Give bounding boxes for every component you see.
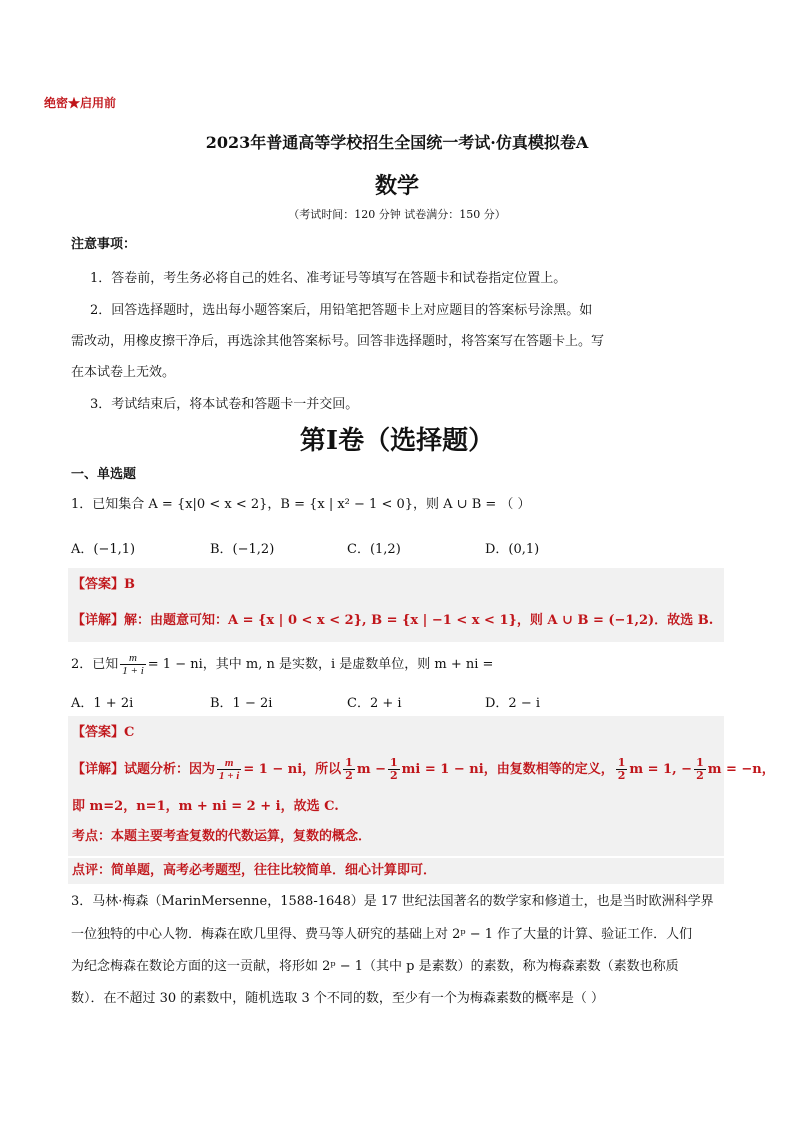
section-title: 第Ⅰ卷（选择题） (299, 426, 495, 456)
q2-half-3-num: 1 (617, 756, 626, 769)
q2-option-a: A．1 + 2i (71, 696, 134, 711)
q2-option-d: D．2 − i (485, 696, 541, 711)
q2-option-c: C．2 + i (347, 696, 402, 711)
q2-half-1-den: 2 (345, 769, 353, 782)
q2-detail-frac-num: m (217, 757, 241, 770)
q2-option-b: B．1 − 2i (210, 696, 273, 711)
q3-line-1: 3．马林·梅森（MarinMersenne，1588-1648）是 17 世纪法国著名的数学家和修道士，也是当时欧洲科学界 (71, 894, 714, 909)
q2-stem-prefix: 2．已知 (71, 657, 119, 672)
exam-time-note: （考试时间：120 分钟 试卷满分：150 分） (288, 208, 506, 221)
q2-half-2 (388, 757, 400, 782)
q2-comment-box (68, 858, 724, 884)
q2-detail-e: m = 1, − (629, 762, 693, 777)
exam-title: 2023年普通高等学校招生全国统一考试·仿真模拟卷A (205, 133, 589, 152)
q1-option-d: D．(0,1) (485, 542, 540, 557)
q2-detail-fraction (217, 757, 241, 782)
q2-half-4-den: 2 (696, 769, 704, 782)
q1-option-a: A．(−1,1) (71, 542, 136, 557)
q2-detail-conclusion: 即 m=2，n=1，m + ni = 2 + i，故选 C. (72, 799, 339, 814)
q3-line-2: 一位独特的中心人物．梅森在欧几里得、费马等人研究的基础上对 2ᵖ − 1 作了大量的计算、验证工作．人们 (71, 927, 693, 942)
q2-detail-frac-den: 1 + i (219, 770, 240, 782)
q1-option-b: B．(−1,2) (210, 542, 275, 557)
note-1: 1．答卷前，考生务必将自己的姓名、准考证号等填写在答题卡和试卷指定位置上。 (90, 271, 567, 286)
q2-detail-label: 【详解】 (72, 762, 125, 777)
q2-half-3 (616, 757, 628, 782)
notes-heading: 注意事项： (71, 237, 137, 252)
q1-detail (72, 612, 713, 630)
q3-line-4: 数）．在不超过 30 的素数中，随机选取 3 个不同的数，至少有一个为梅森素数的概率是（ ） (71, 991, 604, 1006)
q2-fraction-num: m (120, 652, 145, 665)
q2-half-1-num: 1 (345, 756, 353, 769)
q2-answer: 【答案】C (72, 725, 135, 740)
q2-half-2-num: 1 (390, 756, 398, 769)
q2-detail-a: 试题分析：因为 (124, 762, 216, 777)
q2-stem (71, 650, 493, 680)
q2-dianping: 点评：简单题，高考必考题型，往往比较简单．细心计算即可． (72, 863, 437, 878)
subject-title: 数学 (374, 173, 419, 199)
secret-label: 绝密★启用前 (44, 96, 117, 110)
q3-line-3: 为纪念梅森在数论方面的这一贡献，将形如 2ᵖ − 1（其中 p 是素数）的素数，称为梅森素数（素数也称质 (71, 959, 679, 974)
q2-fraction-den: 1 + i (122, 665, 144, 677)
q1-answer-box (68, 568, 724, 642)
q1-detail-text: 解：由题意可知：A = {x | 0 < x < 2}, B = {x | −1 < x < 1}，则 A ∪ B = (−1,2)．故选 B. (124, 613, 714, 628)
q2-half-3-den: 2 (617, 769, 626, 782)
q2-half-4-num: 1 (696, 756, 704, 769)
q2-detail-c: m − (356, 762, 387, 777)
part-heading: 一、单选题 (71, 467, 137, 482)
note-2-line-3: 在本试卷上无效。 (71, 365, 176, 380)
note-2-line-2: 需改动，用橡皮擦干净后，再选涂其他答案标号。回答非选择题时，将答案写在答题卡上。写 (71, 334, 605, 349)
q2-detail-f: m = −n， (707, 762, 775, 777)
note-3: 3．考试结束后，将本试卷和答题卡一并交回。 (90, 397, 359, 412)
q2-kaodian: 考点：本题主要考查复数的代数运算，复数的概念． (72, 829, 372, 844)
q2-fraction (120, 652, 145, 677)
q2-half-4 (694, 757, 706, 782)
q2-half-1 (343, 757, 355, 782)
q1-answer: 【答案】B (72, 577, 135, 592)
q2-detail-b: = 1 − ni，所以 (243, 762, 342, 777)
q2-answer-box (68, 716, 775, 856)
q1-stem: 1．已知集合 A = {x|0 < x < 2}，B = {x | x² − 1 < 0}，则 A ∪ B = （ ） (71, 497, 531, 512)
note-2-line-1: 2．回答选择题时，选出每小题答案后，用铅笔把答题卡上对应题目的答案标号涂黑。如 (90, 303, 593, 318)
q1-option-c: C．(1,2) (347, 542, 401, 557)
q1-detail-label: 【详解】 (72, 613, 125, 628)
q2-detail (72, 754, 775, 786)
q2-detail-d: mi = 1 − ni，由复数相等的定义， (401, 762, 614, 777)
q2-half-2-den: 2 (390, 769, 398, 782)
q2-stem-suffix: = 1 − ni，其中 m, n 是实数，i 是虚数单位，则 m + ni = (147, 657, 494, 672)
